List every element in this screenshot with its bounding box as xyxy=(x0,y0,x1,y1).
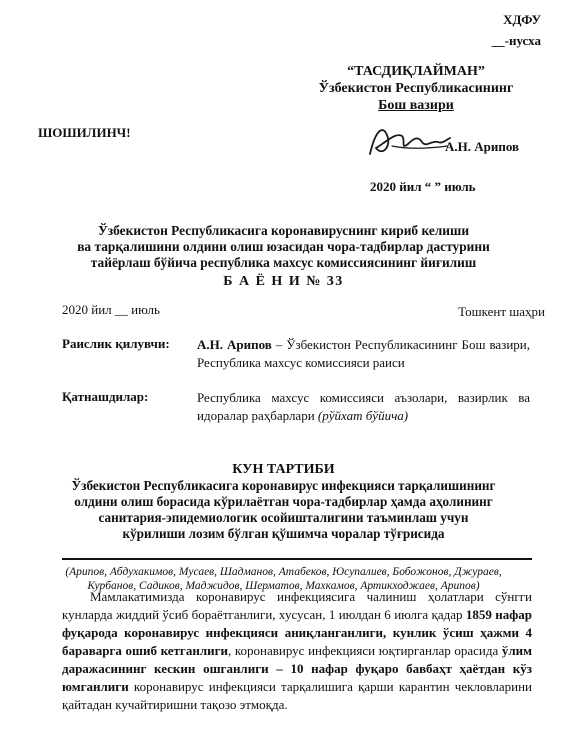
document-title xyxy=(40,223,527,271)
agenda-divider xyxy=(62,558,532,560)
chair-name: А.Н. Арипов xyxy=(197,337,272,352)
approval-signer: А.Н. Арипов xyxy=(445,139,520,154)
approval-block xyxy=(300,63,532,114)
title-line: ва тарқалишини олдини олиш юзасидан чора-тадбирлар дастурини xyxy=(77,239,490,254)
body-bold-1: 1859 нафар фуқарода коронавирус инфекцияси аниқланганлиги, кунлик ўсиш ҳажми 4 бараварга ошиб кетганлиги xyxy=(62,607,532,658)
speakers-line: (Арипов, Абдухакимов, Мусаев, Шадманов, Атабеков, Юсупалиев, Бобожонов, Джураев, xyxy=(65,566,502,578)
chair-text: – Ўзбекистон Республикасининг Бош вазири, Республика махсус комиссияси раиси xyxy=(197,337,530,370)
body-paragraph xyxy=(62,588,532,714)
body-bold-2: ўлим даражасининг кескин ошганлиги – 10 нафар фуқаро бавбаҳт ҳаётдан кўз юмганлиги xyxy=(62,643,532,694)
signature-icon xyxy=(362,118,452,162)
title-line: Ўзбекистон Республикасига коронавируснинг кириб келиши xyxy=(97,223,470,238)
copy-number: __-нусха xyxy=(491,33,541,48)
protocol-number: Б А Ё Н И № 33 xyxy=(223,274,344,289)
title-line: тайёрлаш бўйича республика махсус комиссиясининг йиғилиш xyxy=(90,255,477,270)
body-text-2: , коронавирус инфекцияси юқтирганлар орасида xyxy=(228,643,502,658)
approval-title: “ТАСДИҚЛАЙМАН” xyxy=(347,64,485,79)
participants-note: (рўйхат бўйича) xyxy=(317,408,409,423)
meeting-date: 2020 йил __ июль xyxy=(62,302,160,317)
urgent-mark: ШОШИЛИНЧ! xyxy=(38,125,131,140)
participants-value xyxy=(197,389,530,425)
body-text-1: Мамлакатимизда коронавирус инфекциясига чалиниш ҳолатлари сўнгги кунларда жиддий ўсиб бораётганлиги, хусусан, 1 июлдан 6 июлга қадар xyxy=(62,589,532,622)
agenda-line: Ўзбекистон Республикасига коронавирус инфекцияси тарқалишининг xyxy=(71,478,496,493)
participants-label: Қатнашдилар: xyxy=(62,389,149,404)
agenda-heading: КУН ТАРТИБИ xyxy=(232,462,335,477)
agenda-text xyxy=(40,478,527,542)
meeting-city: Тошкент шаҳри xyxy=(458,304,545,319)
agenda-line: кўрилиши лозим бўлган қўшимча чоралар тўғрисида xyxy=(122,526,445,541)
document-code: ХДФУ xyxy=(503,12,541,27)
agenda-line: санитария-эпидемиологик осойишталигини таъминлаш учун xyxy=(98,510,469,525)
speakers-line: Курбанов, Садиков, Маджидов, Шерматов, Махкамов, Артикходжаев, Арипов) xyxy=(87,580,480,592)
body-text-3: коронавирус инфекцияси тарқалишига қарши карантин чекловларини қайтадан кучайтиришни тақозо этмоқда. xyxy=(62,679,532,712)
chair-value xyxy=(197,336,530,372)
approval-org: Ўзбекистон Республикасининг xyxy=(318,81,514,96)
chair-label: Раислик қилувчи: xyxy=(62,336,170,351)
approval-position: Бош вазири xyxy=(378,98,454,113)
participants-text: Республика махсус комиссияси аъзолари, вазирлик ва идоралар раҳбарлари xyxy=(197,390,530,423)
approval-date: 2020 йил “ ” июль xyxy=(370,179,476,194)
agenda-line: олдини олиш борасида кўрилаётган чора-тадбирлар ҳамда аҳолининг xyxy=(74,494,493,509)
